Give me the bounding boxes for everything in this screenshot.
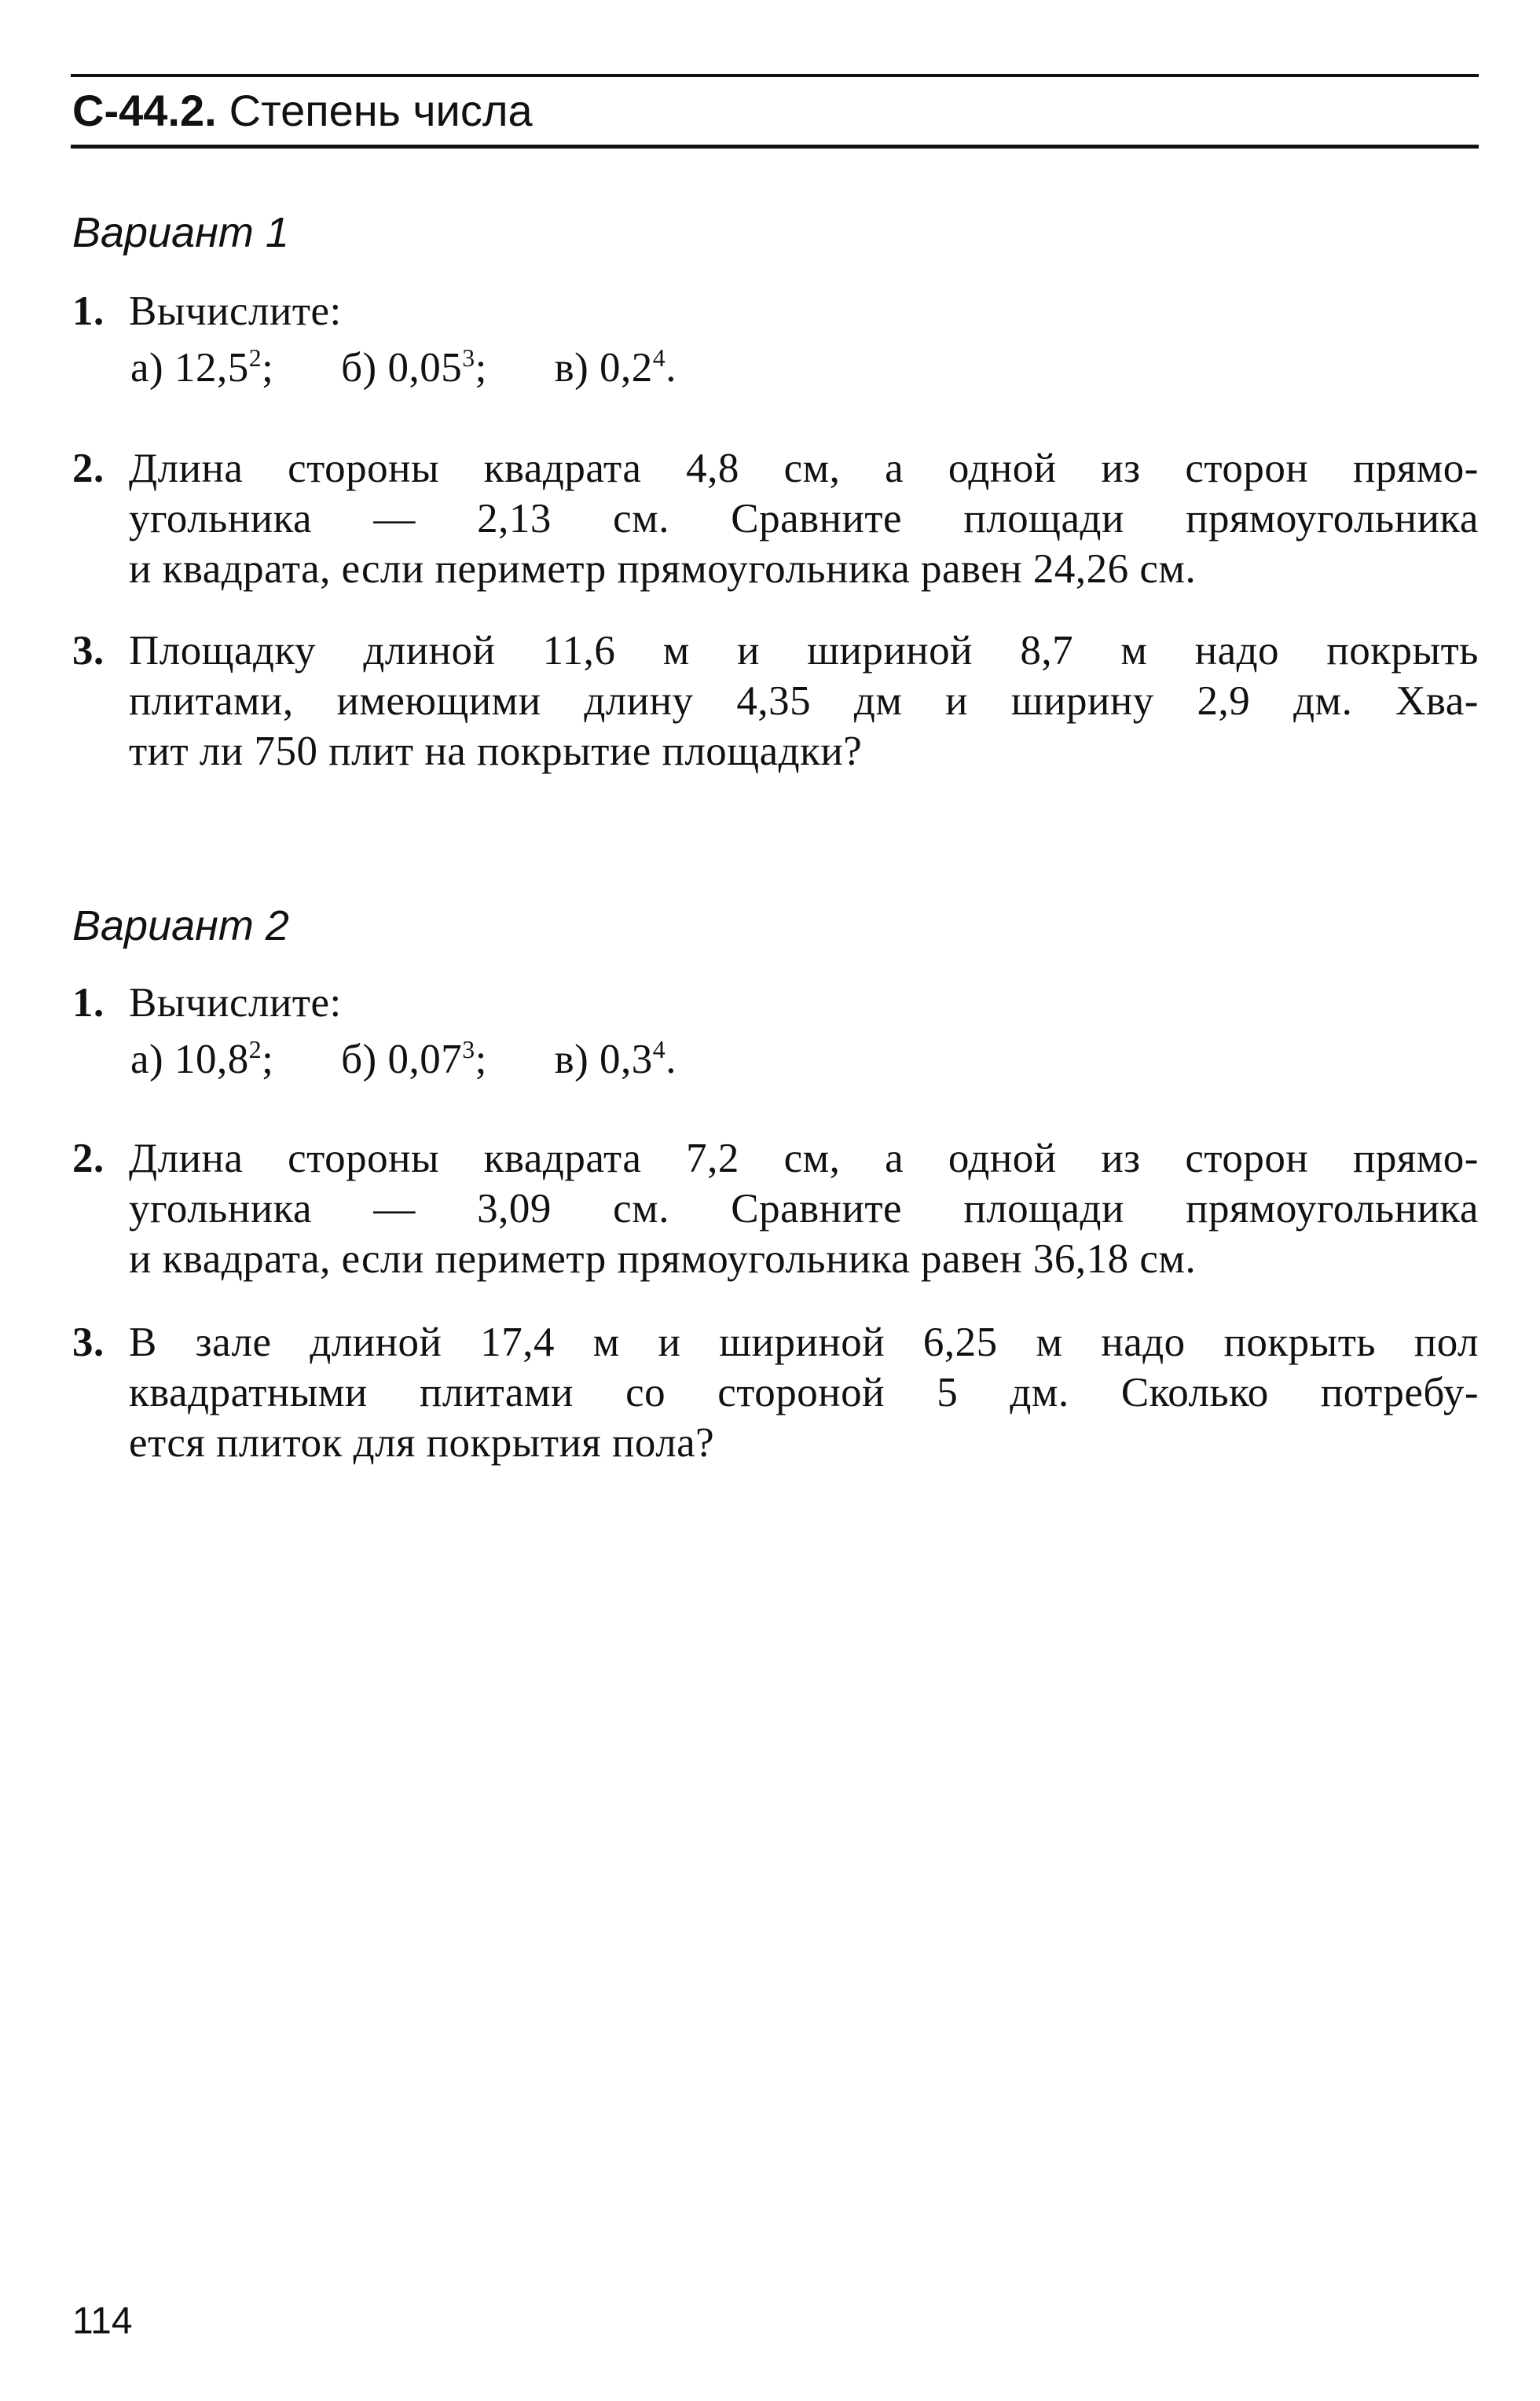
- word: длиной: [310, 1320, 442, 1365]
- task-line: ется плиток для покрытия пола?: [129, 1420, 715, 1466]
- word: плитами,: [129, 678, 294, 724]
- word: угольника: [129, 1186, 313, 1232]
- variant-2-title: Вариант 2: [72, 902, 289, 949]
- word: длину: [584, 678, 694, 724]
- word: стороны: [288, 1136, 440, 1181]
- section-header: [72, 79, 533, 141]
- subitem-b: б) 0,05$^3$;: [341, 343, 487, 391]
- task-subitems: [130, 1034, 1479, 1085]
- word: и: [658, 1320, 681, 1365]
- word: —: [373, 1186, 416, 1232]
- word: Длина: [129, 446, 244, 491]
- word: 8,7: [1020, 628, 1074, 674]
- word: сторон: [1185, 1136, 1309, 1181]
- word: а: [885, 446, 904, 491]
- word: потребу-: [1320, 1370, 1479, 1415]
- variant-2-task-1: [72, 978, 1479, 1085]
- word: Хва-: [1395, 678, 1479, 724]
- word: м: [1120, 628, 1148, 674]
- word: покрыть: [1326, 628, 1479, 674]
- word: стороны: [288, 446, 440, 491]
- variant-1-task-2: [72, 443, 1479, 594]
- word: м: [662, 628, 690, 674]
- word: 17,4: [480, 1320, 555, 1365]
- word: см,: [783, 1136, 841, 1181]
- word: из: [1101, 446, 1141, 491]
- task-line: [129, 1368, 1479, 1418]
- word: прямоугольника: [1186, 496, 1479, 542]
- variant-2-task-2: [72, 1133, 1479, 1284]
- header-top-rule: [71, 74, 1479, 77]
- task-line: и квадрата, если периметр прямоугольника равен 24,26 см.: [129, 546, 1197, 592]
- word: зале: [195, 1320, 272, 1365]
- word: шириной: [719, 1320, 886, 1365]
- word: пол: [1414, 1320, 1479, 1365]
- word: квадрата: [483, 1136, 642, 1181]
- task-number: 3.: [72, 1320, 104, 1365]
- word: В: [129, 1320, 157, 1365]
- word: —: [373, 496, 416, 542]
- task-line: [129, 1133, 1479, 1184]
- word: длиной: [363, 628, 496, 674]
- word: площади: [963, 1186, 1124, 1232]
- word: дм.: [1293, 678, 1353, 724]
- task-line: тит ли 750 плит на покрытие площадки?: [129, 729, 863, 774]
- variant-1-task-3: [72, 626, 1479, 776]
- word: а: [885, 1136, 904, 1181]
- word: покрыть: [1223, 1320, 1377, 1365]
- task-line: [129, 1184, 1479, 1234]
- task-subitems: [130, 343, 1479, 393]
- task-prompt: Вычислите:: [129, 980, 342, 1026]
- word: одной: [948, 446, 1057, 491]
- section-code: С-44.2.: [72, 85, 217, 135]
- word: одной: [948, 1136, 1057, 1181]
- subitem-a: а) 10,8$^2$;: [130, 1035, 274, 1082]
- task-line: [129, 494, 1479, 544]
- task-prompt: Вычислите:: [129, 288, 342, 334]
- word: м: [1036, 1320, 1063, 1365]
- word: имеющими: [336, 678, 541, 724]
- word: и: [945, 678, 969, 724]
- task-number: 3.: [72, 628, 104, 674]
- word: 2,9: [1197, 678, 1251, 724]
- task-line: и квадрата, если периметр прямоугольника равен 36,18 см.: [129, 1236, 1197, 1282]
- word: шириной: [807, 628, 974, 674]
- word: Площадку: [129, 628, 317, 674]
- task-number: 1.: [72, 980, 104, 1026]
- subitem-a: а) 12,5$^2$;: [130, 343, 274, 391]
- subitem-b: б) 0,07$^3$;: [341, 1035, 487, 1082]
- word: 4,8: [686, 446, 739, 491]
- word: угольника: [129, 496, 313, 542]
- word: ширину: [1010, 678, 1154, 724]
- word: см,: [783, 446, 841, 491]
- word: 6,25: [922, 1320, 998, 1365]
- subitem-c: в) $0,2^4$.: [554, 343, 676, 391]
- task-number: 1.: [72, 288, 104, 334]
- word: дм.: [1010, 1370, 1069, 1415]
- word: квадратными: [129, 1370, 368, 1415]
- header-bottom-rule: [71, 145, 1479, 149]
- variant-1-title: Вариант 1: [72, 209, 289, 256]
- word: и: [737, 628, 760, 674]
- variant-1-task-1: [72, 286, 1479, 393]
- word: см.: [613, 496, 669, 542]
- word: дм: [853, 678, 903, 724]
- word: 11,6: [542, 628, 616, 674]
- word: Сколько: [1120, 1370, 1269, 1415]
- word: 5: [937, 1370, 959, 1415]
- word: Сравните: [731, 1186, 903, 1232]
- variant-2-task-3: [72, 1317, 1479, 1468]
- word: прямоугольника: [1186, 1186, 1479, 1232]
- word: надо: [1101, 1320, 1186, 1365]
- task-number: 2.: [72, 446, 104, 491]
- word: прямо-: [1352, 446, 1479, 491]
- word: 4,35: [736, 678, 812, 724]
- word: плитами: [419, 1370, 574, 1415]
- word: 7,2: [686, 1136, 739, 1181]
- word: 3,09: [477, 1186, 552, 1232]
- task-line: [129, 676, 1479, 726]
- word: сторон: [1185, 446, 1309, 491]
- word: площади: [963, 496, 1124, 542]
- page-number: 114: [72, 2300, 133, 2342]
- section-title: Степень числа: [229, 85, 533, 135]
- word: стороной: [717, 1370, 885, 1415]
- task-line: [129, 1317, 1479, 1368]
- word: Сравните: [731, 496, 903, 542]
- task-line: [129, 626, 1479, 676]
- word: квадрата: [483, 446, 642, 491]
- subitem-c: в) $0,3^4$.: [554, 1035, 676, 1082]
- word: со: [625, 1370, 666, 1415]
- word: прямо-: [1352, 1136, 1479, 1181]
- word: см.: [613, 1186, 669, 1232]
- word: м: [592, 1320, 620, 1365]
- task-number: 2.: [72, 1136, 104, 1181]
- word: 2,13: [477, 496, 552, 542]
- word: надо: [1194, 628, 1280, 674]
- task-line: [129, 443, 1479, 494]
- word: из: [1101, 1136, 1141, 1181]
- word: Длина: [129, 1136, 244, 1181]
